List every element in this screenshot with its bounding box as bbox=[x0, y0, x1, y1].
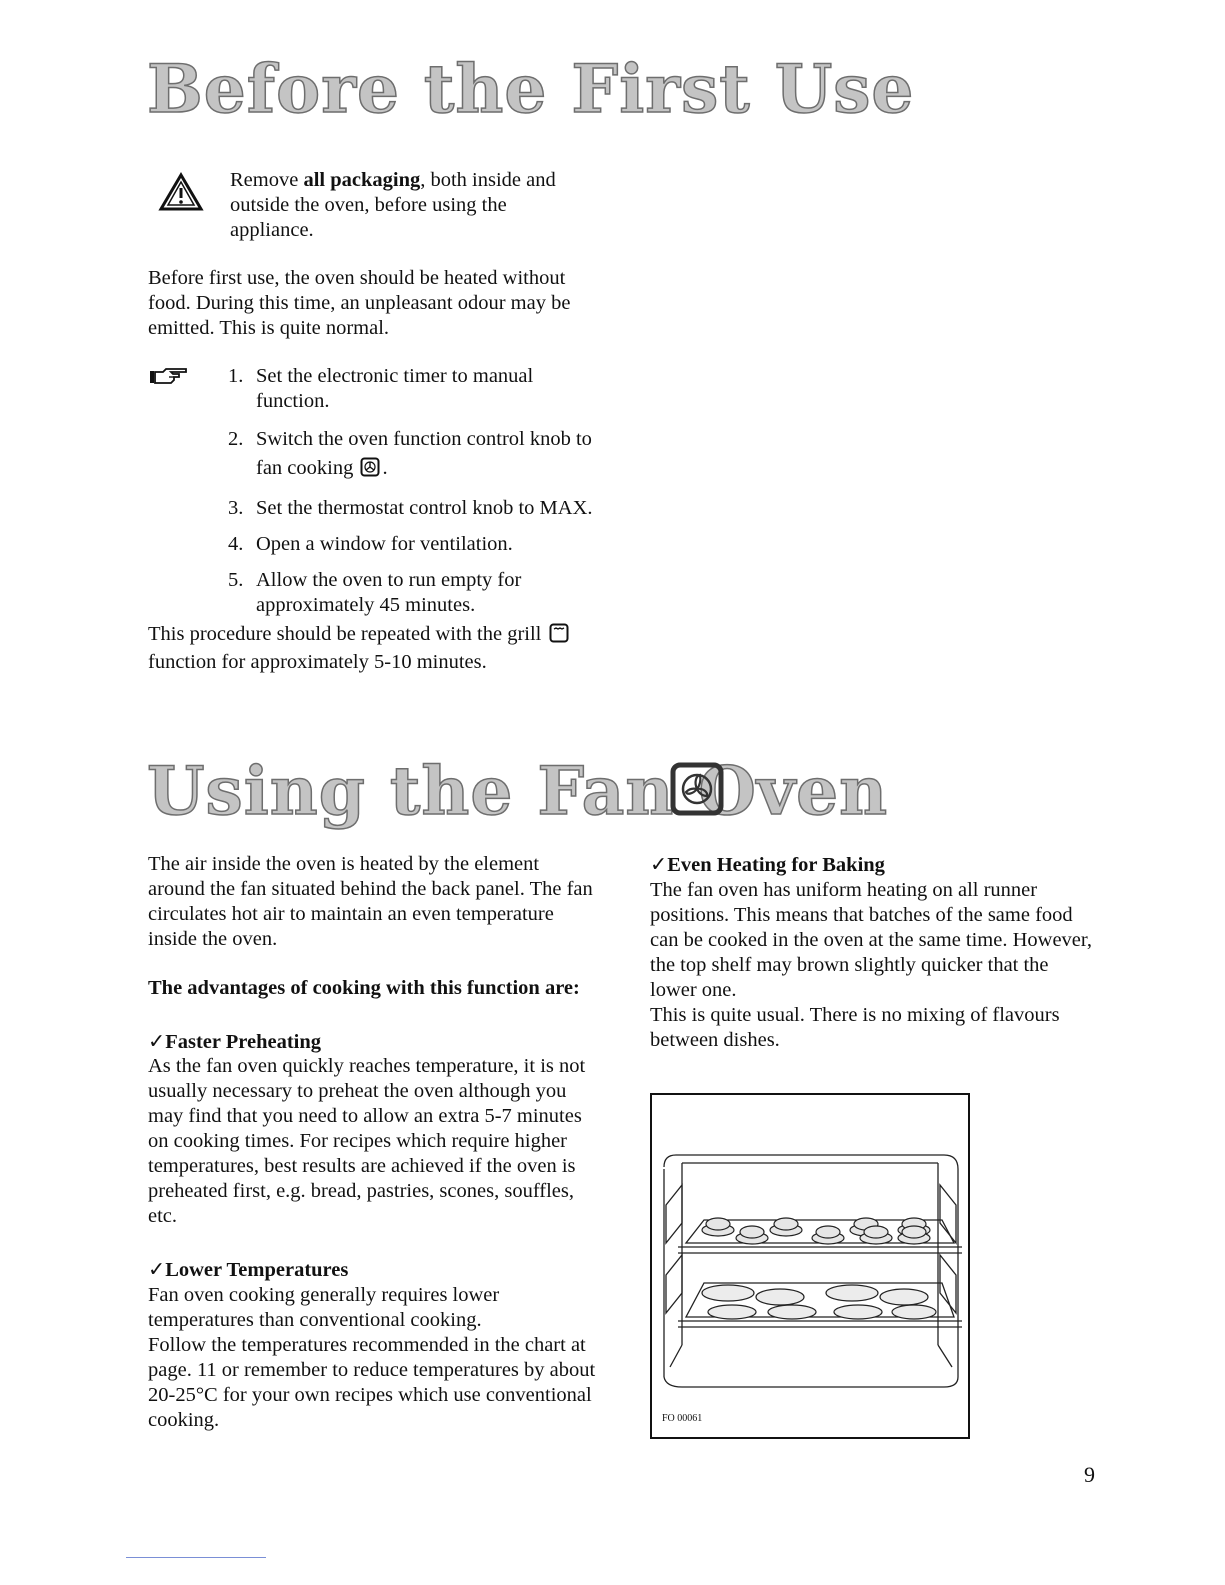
section-heading-using-fan-oven: Using the Fan Oven bbox=[147, 752, 889, 830]
fan-cooking-symbol-icon bbox=[360, 457, 380, 486]
advantages-title: The advantages of cooking with this function are: bbox=[148, 977, 580, 999]
bottom-rule bbox=[126, 1557, 266, 1558]
faster-preheating-text: As the fan oven quickly reaches temperature, it is not usually necessary to preheat the oven although you may find that you need to allow an extra 5-7 minutes on cooking times. For recipes which require higher temperatures, best results are achieved if the oven is preheated first, e.g. bread, pastries, scones, souffles, etc. bbox=[148, 1055, 586, 1227]
step-item: 1. Set the electronic timer to manual function. bbox=[228, 365, 534, 412]
lower-temperatures-text-2: Follow the temperatures recommended in the chart at page. 11 or remember to reduce temperatures by about 20-25°C for your own recipes which use conventional cooking. bbox=[148, 1334, 596, 1431]
closing-paragraph: This procedure should be repeated with the grill function for approximately 5-10 minutes. bbox=[148, 622, 598, 675]
even-heating-title: ✓Even Heating for Baking bbox=[650, 852, 885, 876]
check-mark-icon: ✓ bbox=[650, 852, 668, 876]
grill-symbol-icon bbox=[549, 623, 569, 650]
fan-oven-icon bbox=[670, 762, 724, 816]
warning-triangle-icon bbox=[158, 172, 204, 212]
step-item: 3. Set the thermostat control knob to MAX. bbox=[228, 497, 593, 519]
pointing-hand-icon bbox=[149, 366, 189, 386]
even-heating-text-2: This is quite usual. There is no mixing of flavours between dishes. bbox=[650, 1004, 1060, 1051]
warning-text: Remove all packaging, both inside and outside the oven, before using the appliance. bbox=[230, 169, 556, 241]
section-heading-before-first-use: Before the First Use bbox=[147, 50, 915, 128]
lower-temperatures-title: ✓Lower Temperatures bbox=[148, 1257, 349, 1281]
figure-code: FO 00061 bbox=[662, 1413, 703, 1424]
faster-preheating-title: ✓Faster Preheating bbox=[148, 1029, 321, 1053]
step-item: 2. Switch the oven function control knob to fan cooking . bbox=[228, 425, 608, 486]
intro-paragraph: Before first use, the oven should be heated without food. During this time, an unpleasant odour may be emitted. This is quite normal. bbox=[148, 267, 571, 339]
check-mark-icon: ✓ bbox=[148, 1257, 166, 1281]
even-heating-text-1: The fan oven has uniform heating on all runner positions. This means that batches of the same food can be cooked in the oven at the same time. However, the top shelf may brown slightly quicker that the lower one. bbox=[650, 879, 1093, 1001]
page-number: 9 bbox=[1084, 1462, 1095, 1487]
check-mark-icon: ✓ bbox=[148, 1029, 166, 1053]
step-item: 4. Open a window for ventilation. bbox=[228, 533, 513, 555]
lower-temperatures-text-1: Fan oven cooking generally requires lower temperatures than conventional cooking. bbox=[148, 1284, 500, 1331]
oven-figure bbox=[650, 1093, 970, 1439]
step-item: 5. Allow the oven to run empty for approximately 45 minutes. bbox=[228, 569, 522, 616]
steps-list bbox=[228, 364, 608, 618]
fan-oven-intro: The air inside the oven is heated by the element around the fan situated behind the back panel. The fan circulates hot air to maintain an even temperature inside the oven. bbox=[148, 853, 593, 950]
oven-shelves-illustration bbox=[652, 1095, 968, 1405]
warning-emphasis: all packaging bbox=[303, 169, 421, 191]
